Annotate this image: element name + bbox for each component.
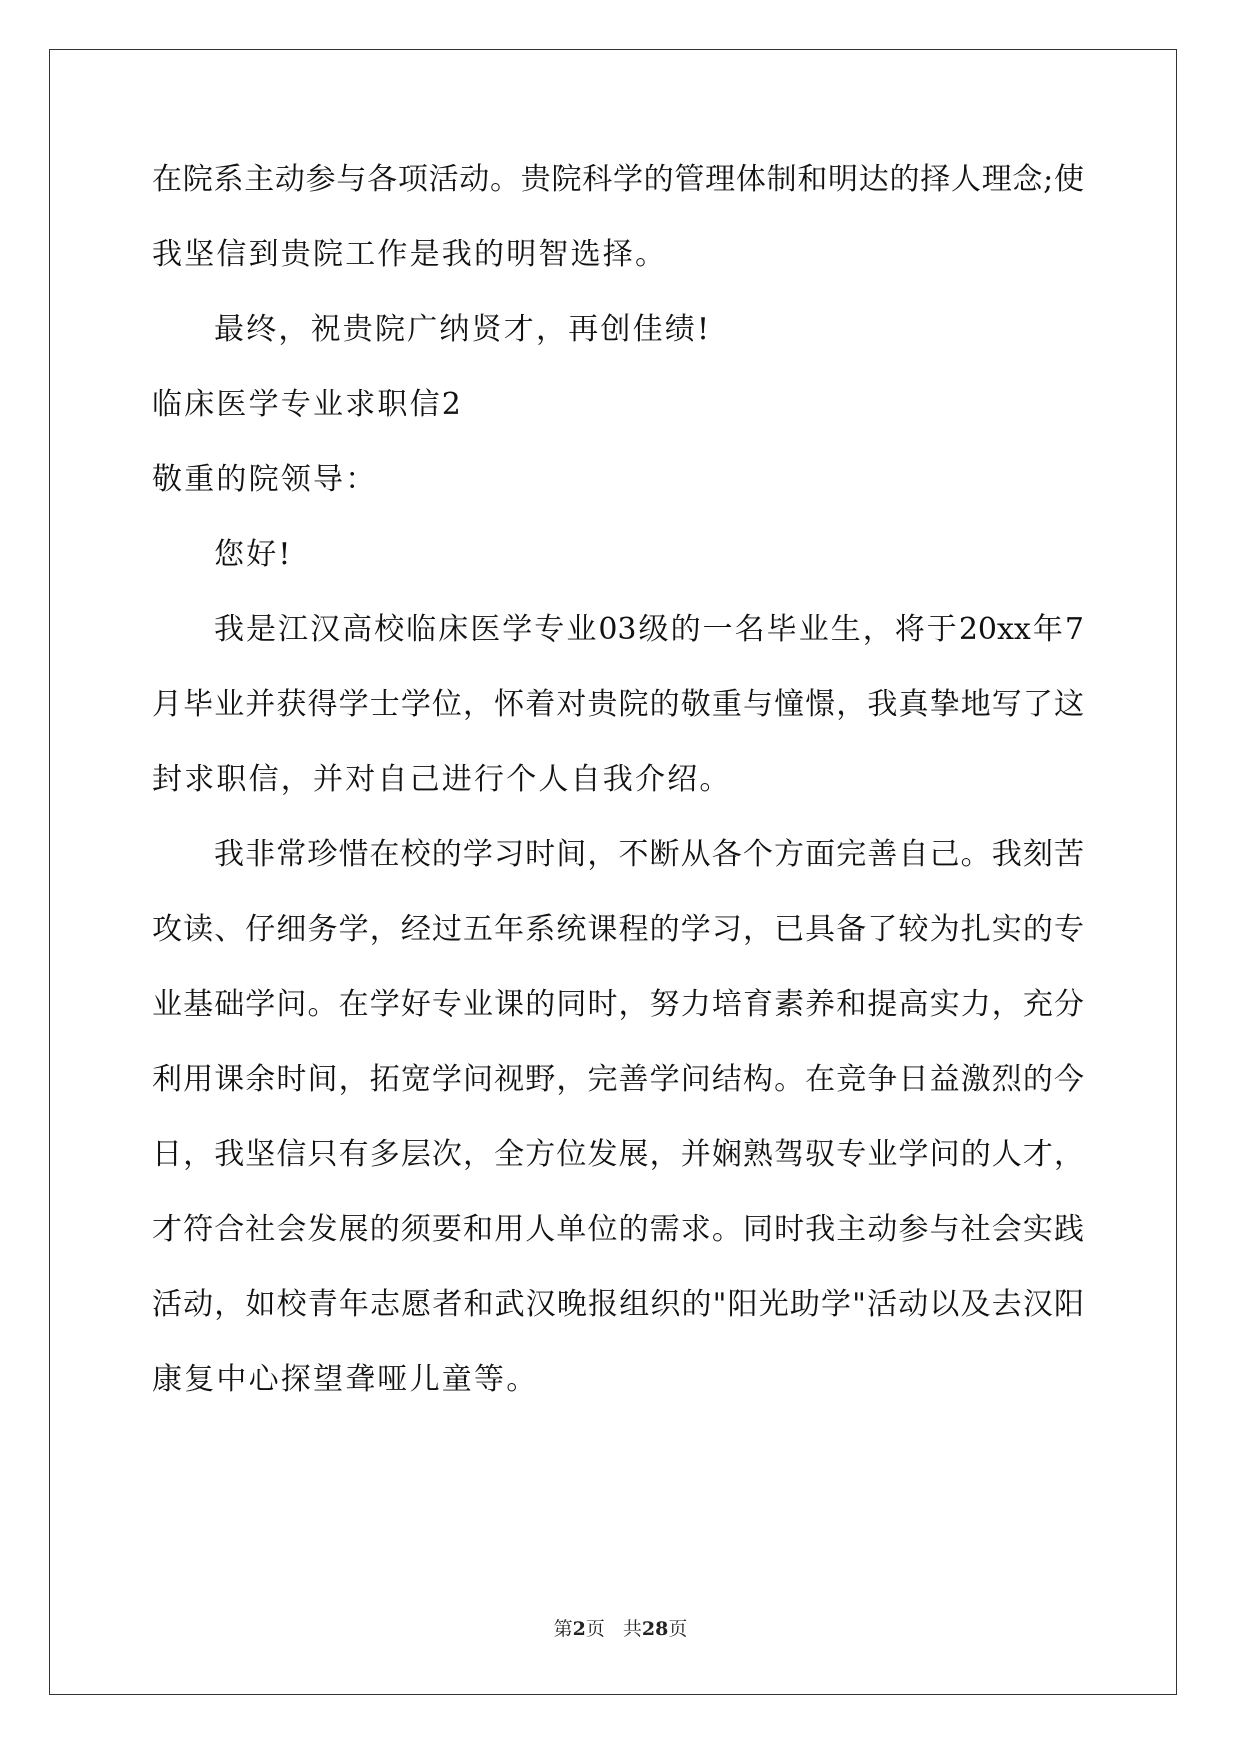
- page-number-footer: [0, 1617, 1241, 1641]
- paragraph-line: 我是江汉高校临床医学专业03级的一名毕业生，将于20xx年7: [214, 612, 1084, 647]
- footer-total-prefix: 共: [622, 1618, 642, 1640]
- paragraph-line: 月毕业并获得学士学位，怀着对贵院的敬重与憧憬，我真挚地写了这: [152, 687, 1084, 722]
- paragraph-line: 日，我坚信只有多层次，全方位发展，并娴熟驾驭专业学问的人才，: [152, 1137, 1084, 1172]
- paragraph-line: 封求职信，并对自己进行个人自我介绍。: [152, 762, 732, 797]
- paragraph-line: 才符合社会发展的须要和用人单位的需求。同时我主动参与社会实践: [152, 1212, 1084, 1247]
- footer-prefix: 第: [553, 1618, 573, 1640]
- paragraph-line: 我坚信到贵院工作是我的明智选择。: [152, 237, 668, 272]
- footer-total-suffix: 页: [668, 1618, 688, 1640]
- paragraph-line: 活动，如校青年志愿者和武汉晚报组织的"阳光助学"活动以及去汉阳: [152, 1287, 1084, 1322]
- paragraph-line: 利用课余时间，拓宽学问视野，完善学问结构。在竞争日益激烈的今: [152, 1062, 1084, 1097]
- paragraph-line: 在院系主动参与各项活动。贵院科学的管理体制和明达的择人理念;使: [152, 162, 1084, 197]
- paragraph-line: 业基础学问。在学好专业课的同时，努力培育素养和提高实力，充分: [152, 987, 1084, 1022]
- salutation: 敬重的院领导：: [152, 462, 378, 497]
- paragraph-line: 我非常珍惜在校的学习时间，不断从各个方面完善自己。我刻苦: [214, 837, 1084, 872]
- greeting: 您好!: [214, 537, 293, 572]
- paragraph-line: 康复中心探望聋哑儿童等。: [152, 1362, 539, 1397]
- letter-title: 临床医学专业求职信2: [152, 387, 464, 422]
- paragraph-line: 攻读、仔细务学，经过五年系统课程的学习，已具备了较为扎实的专: [152, 912, 1084, 947]
- footer-page-suffix: 页: [585, 1618, 605, 1640]
- total-page-count: 28: [641, 1618, 669, 1640]
- current-page-number: 2: [572, 1618, 586, 1640]
- closing-line: 最终，祝贵院广纳贤才，再创佳绩!: [214, 312, 712, 347]
